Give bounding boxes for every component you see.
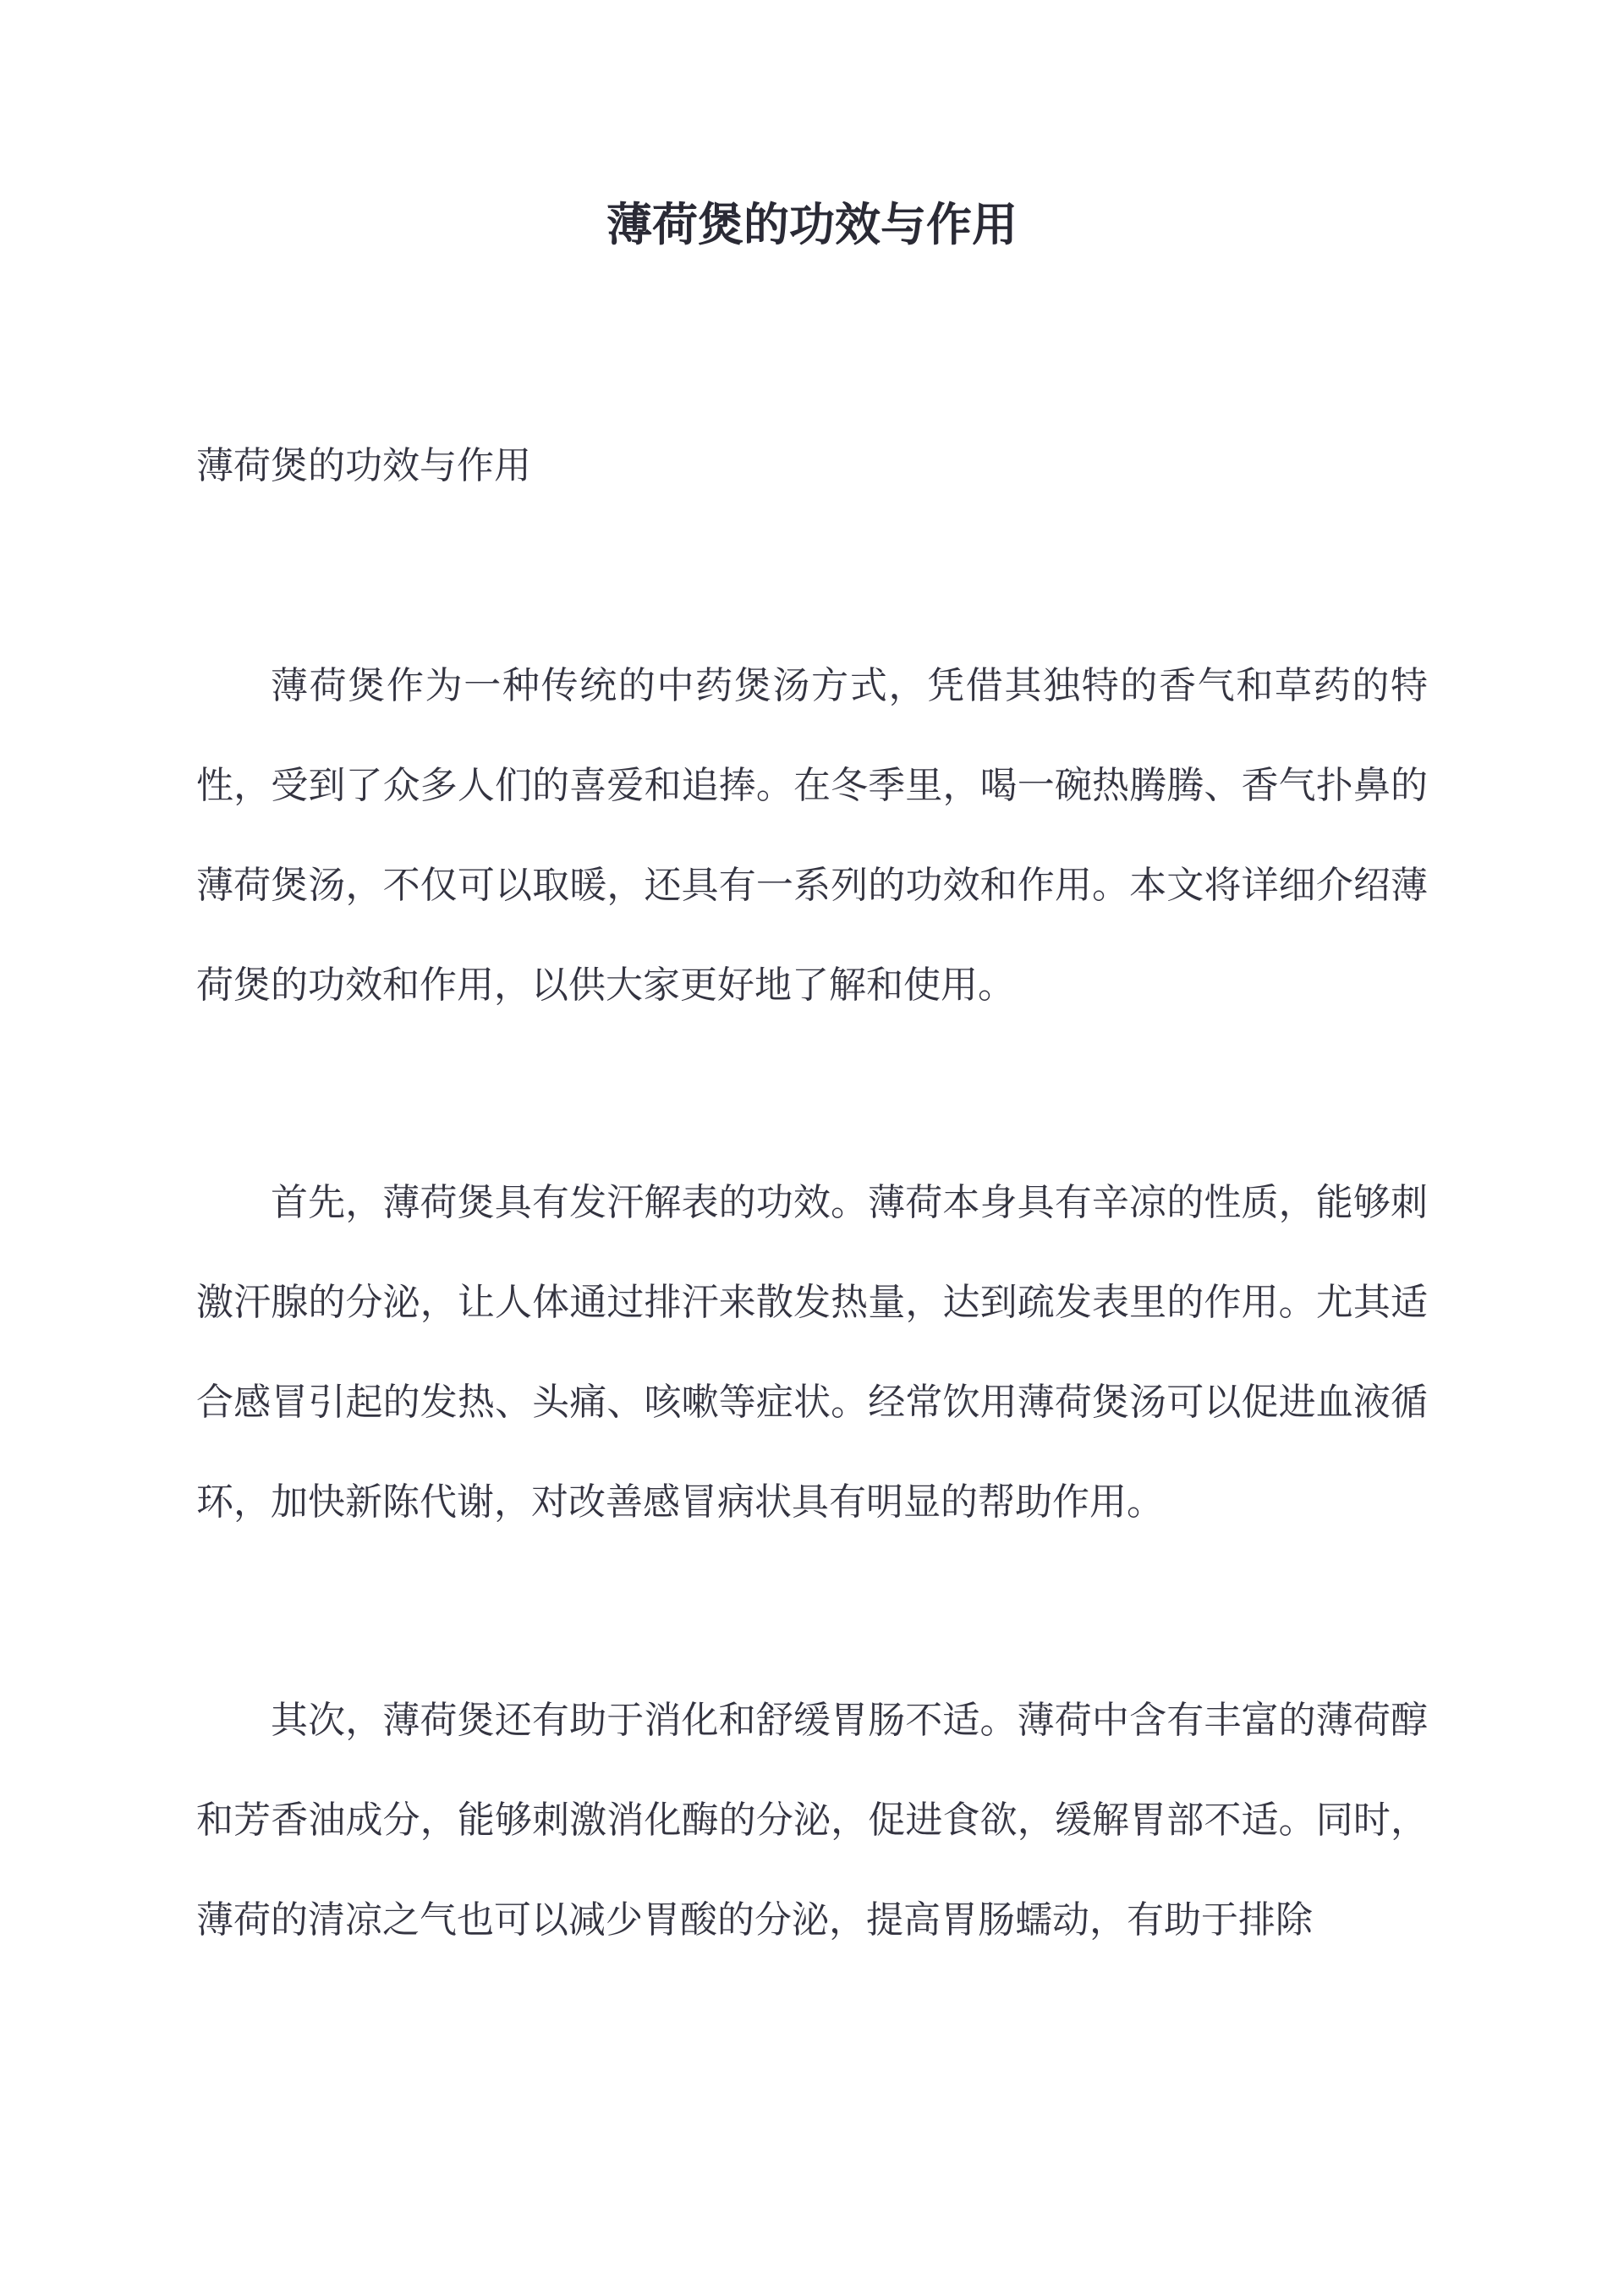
document-subtitle: 薄荷煲的功效与作用 [196, 444, 531, 487]
paragraph-intro: 薄荷煲作为一种传统的中药煲汤方式，凭借其独特的香气和草药的特性，受到了众多人们的喜爱和追捧。在冬季里，喝一碗热腾腾、香气扑鼻的薄荷煲汤，不仅可以取暖，还具有一系列的功效和作用。本文将详细介绍薄荷煲的功效和作用，以供大家更好地了解和使用。 [196, 664, 1428, 1007]
document-title: 薄荷煲的功效与作用 [606, 197, 1018, 251]
paragraph-first-benefit: 首先，薄荷煲具有发汗解表的功效。薄荷本身具有辛凉的性质，能够刺激汗腺的分泌，让人体通过排汗来散发热量，达到疏发表里的作用。尤其适合感冒引起的发热、头痛、咳嗽等症状。经常饮用薄荷煲汤可以促进血液循环，加快新陈代谢，对改善感冒病状具有明显的帮助作用。 [196, 1181, 1428, 1524]
paragraph-second-benefit: 其次，薄荷煲还有助于消化和舒缓胃肠不适。薄荷中含有丰富的薄荷醇和芳香油成分，能够刺激消化酶的分泌，促进食欲，缓解胃部不适。同时，薄荷的清凉之气也可以减少胃酸的分泌，提高胃肠蠕动，有助于排除 [196, 1699, 1428, 1942]
